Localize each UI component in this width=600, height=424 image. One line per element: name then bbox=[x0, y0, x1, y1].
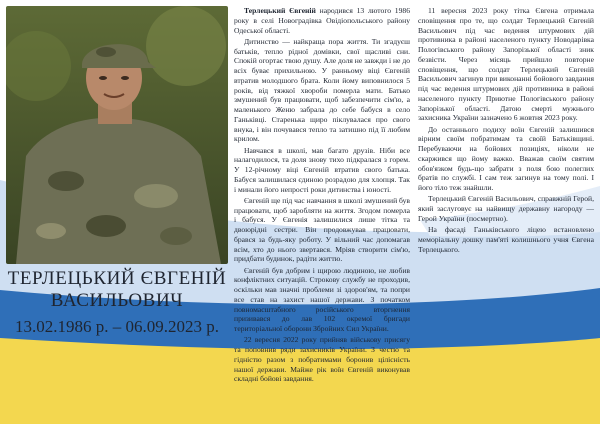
life-dates: 13.02.1986 р. – 06.09.2023 р. bbox=[15, 317, 219, 336]
person-name-block bbox=[4, 268, 230, 337]
paragraph: Євгеній ще під час навчання в школі змушений був працювати, щоб заробляти на життя. Згодом померла і бабуся. У Євгенія залишилися лише тітка та двоюрідні сестри. Він продовжував працювати, брався за будь-яку роботу. У вільний час допомагав всім, хто до нього звертався. Мріяв створити сім'ю, придбати будинок, радіти життю. bbox=[234, 195, 410, 264]
person-name-bold: Терлецький Євгеній bbox=[244, 6, 316, 15]
paragraph: 11 вересня 2023 року тітка Євгена отримала сповіщення про те, що солдат Терлецький Євгеній Васильович під час ведення штурмових дій противника в районі населеного пункту Новодарівка Пологівського району Запорізької області зник безвісти. Через місяць прийшло повторне сповіщення, що солдат Терлецький Євгеній Васильович загинув при виконанні бойового завдання під час ведення штурмових дій противника в районі населеного пункту Приютне Пологівського району Запорізької області. Датою смерті мужнього захисника України зазначено 6 жовтня 2023 року. bbox=[418, 6, 594, 123]
paragraph-text: народився 13 лютого 1986 року в селі Новоградівка Овідіопольського району Одеської області. bbox=[234, 6, 410, 35]
portrait-photo bbox=[6, 6, 228, 264]
person-surname-name: ТЕРЛЕЦЬКИЙ ЄВГЕНІЙ bbox=[7, 268, 227, 289]
paragraph: Євгеній був добрим і щирою людиною, не любив конфліктних ситуацій. Строкову службу не проходив, оскільки мав значні проблеми зі здоров'ям, та попри все став на захист нашої держави. З початком повномасштабного російського вторгнення призивався до лав 102 окремої бригади територіальної оборони Збройних Сил України. bbox=[234, 265, 410, 333]
person-patronymic: ВАСИЛЬОВИЧ bbox=[50, 290, 184, 311]
article-column-1 bbox=[234, 6, 410, 386]
paragraph: До останнього подиху воїн Євгеній залишився вірним своїм побратимам та своїй Батьківщині. Перебуваючи на бойових позиціях, ніколи не скаржився що йому важко. Вважав своїм святим обов'язком будь-що забрати з поля бою полеглих братів по службі. І сам теж загинув на тому полі. І його тіло теж знайшли. bbox=[418, 124, 594, 192]
paragraph: 22 вересня 2022 року прийняв військову присягу та поповнив ряди захисників України. З честю та гідністю разом з побратимами боронив цілісність нашої держави. Майже рік воїн Євгеній виконував складні бойові завдання. bbox=[234, 335, 410, 384]
paragraph: На фасаді Ганьківського ліцею встановлено меморіальну дошку пам'яті колишнього учня Євгена Терлецького. bbox=[418, 225, 594, 254]
paragraph: Навчався в школі, мав багато друзів. Ніби все налагодилося, та доля знову тихо підкралася з горем. У 12-річному віці Євгеній втратив свого батька. Бабуся залишилася єдиною розрадою для хлопця. Так і минали його непрості роки дитинства і юності. bbox=[234, 145, 410, 194]
paragraph: Терлецький Євгеній Васильович, справжній Герой, який заслуговує на найвищу державну нагороду — Герой України (посмертно). bbox=[418, 194, 594, 223]
paragraph: Дитинство — найкраща пора життя. Ти згадуєш батьків, тепло рідної домівки, свої щасливі сни. Спокій огортає твою душу. Але доля не завжди і не до всіх буває прихильною. У ранньому віці Євгеній втратив молодшого брата. Коли йому виповнилося 5 років, від тяжкої хвороби померла мати. Батько змушений був працювати, щоб забезпечити сім'ю, а маленького Женю забрала до себе бабуся в село Ганьківці. Старенька щиро піклувалася про свого внука, і він почувався тепло та затишно під її любим крилом. bbox=[234, 36, 410, 144]
paragraph bbox=[234, 6, 410, 35]
article-column-2 bbox=[418, 6, 594, 256]
